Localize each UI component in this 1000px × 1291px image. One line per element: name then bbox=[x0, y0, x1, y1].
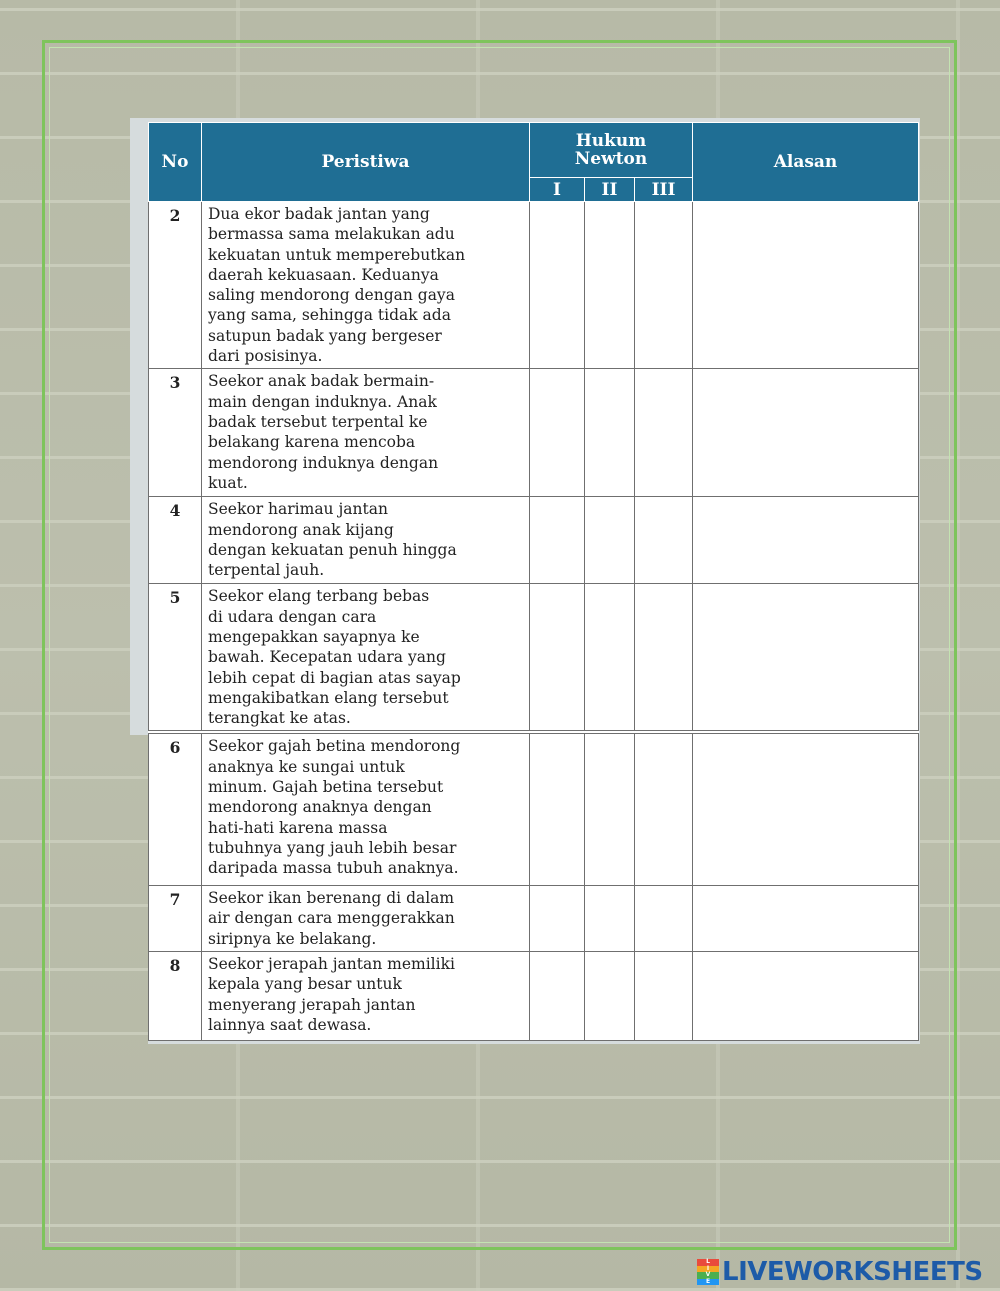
header-reason: Alasan bbox=[693, 123, 919, 202]
answer-cell-reason[interactable] bbox=[693, 497, 919, 584]
event-line: main dengan induknya. Anak bbox=[208, 392, 437, 411]
event-line: tubuhnya yang jauh lebih besar bbox=[208, 838, 457, 857]
event-line: kepala yang besar untuk bbox=[208, 975, 402, 994]
header-event: Peristiwa bbox=[202, 123, 530, 202]
table-row bbox=[149, 951, 919, 1040]
event-line: satupun badak yang bergeser bbox=[208, 326, 442, 345]
header-newton-law bbox=[530, 123, 693, 178]
event-line: Seekor jerapah jantan memiliki bbox=[208, 954, 455, 973]
answer-cell-law-3[interactable] bbox=[635, 497, 693, 584]
event-line: mengakibatkan elang tersebut bbox=[208, 688, 449, 707]
event-line: minum. Gajah betina tersebut bbox=[208, 778, 444, 797]
row-number: 4 bbox=[149, 497, 202, 584]
answer-cell-reason[interactable] bbox=[693, 202, 919, 369]
logo-text: LIVEWORKSHEETS bbox=[722, 1257, 983, 1287]
answer-cell-reason[interactable] bbox=[693, 885, 919, 951]
logo-mark-icon: L I V E bbox=[697, 1259, 719, 1285]
table-body bbox=[149, 202, 919, 1041]
answer-cell-law-1[interactable] bbox=[530, 732, 585, 885]
event-line: di udara dengan cara bbox=[208, 607, 377, 626]
event-line: dari posisinya. bbox=[208, 347, 323, 366]
table-row bbox=[149, 885, 919, 951]
event-line: yang sama, sehingga tidak ada bbox=[208, 306, 451, 325]
header-law-1: I bbox=[530, 178, 585, 202]
answer-cell-law-2[interactable] bbox=[585, 584, 635, 733]
event-line: Seekor elang terbang bebas bbox=[208, 587, 430, 606]
header-law-line1: Hukum bbox=[575, 131, 647, 151]
answer-cell-reason[interactable] bbox=[693, 951, 919, 1040]
answer-cell-law-1[interactable] bbox=[530, 497, 585, 584]
table-row bbox=[149, 202, 919, 369]
event-line: daerah kekuasaan. Keduanya bbox=[208, 265, 439, 284]
newton-law-table bbox=[148, 122, 919, 1041]
liveworksheets-logo bbox=[697, 1258, 983, 1286]
answer-cell-reason[interactable] bbox=[693, 584, 919, 733]
event-line: Seekor gajah betina mendorong bbox=[208, 737, 461, 756]
event-line: belakang karena mencoba bbox=[208, 433, 416, 452]
answer-cell-reason[interactable] bbox=[693, 369, 919, 497]
header-law-3: III bbox=[635, 178, 693, 202]
event-line: mendorong anaknya dengan bbox=[208, 798, 432, 817]
row-number: 7 bbox=[149, 885, 202, 951]
answer-cell-law-3[interactable] bbox=[635, 885, 693, 951]
answer-cell-law-1[interactable] bbox=[530, 885, 585, 951]
event-description bbox=[202, 732, 530, 885]
event-line: mengepakkan sayapnya ke bbox=[208, 627, 420, 646]
event-line: bawah. Kecepatan udara yang bbox=[208, 648, 446, 667]
event-line: Seekor harimau jantan bbox=[208, 500, 388, 519]
answer-cell-reason[interactable] bbox=[693, 732, 919, 885]
event-line: saling mendorong dengan gaya bbox=[208, 286, 455, 305]
table-row bbox=[149, 732, 919, 885]
event-line: terangkat ke atas. bbox=[208, 709, 351, 728]
row-number: 8 bbox=[149, 951, 202, 1040]
answer-cell-law-2[interactable] bbox=[585, 202, 635, 369]
row-number: 5 bbox=[149, 584, 202, 733]
event-line: kuat. bbox=[208, 473, 248, 492]
event-description bbox=[202, 497, 530, 584]
answer-cell-law-1[interactable] bbox=[530, 202, 585, 369]
answer-cell-law-3[interactable] bbox=[635, 732, 693, 885]
table-row bbox=[149, 584, 919, 733]
event-line: siripnya ke belakang. bbox=[208, 929, 377, 948]
answer-cell-law-2[interactable] bbox=[585, 951, 635, 1040]
table-row bbox=[149, 497, 919, 584]
event-description bbox=[202, 202, 530, 369]
header-law-2: II bbox=[585, 178, 635, 202]
event-line: badak tersebut terpental ke bbox=[208, 412, 428, 431]
event-line: Dua ekor badak jantan yang bbox=[208, 205, 430, 223]
event-line: terpental jauh. bbox=[208, 561, 325, 580]
event-description bbox=[202, 951, 530, 1040]
event-line: daripada massa tubuh anaknya. bbox=[208, 859, 459, 878]
event-line: Seekor ikan berenang di dalam bbox=[208, 888, 455, 907]
answer-cell-law-2[interactable] bbox=[585, 732, 635, 885]
event-description bbox=[202, 885, 530, 951]
answer-cell-law-1[interactable] bbox=[530, 369, 585, 497]
answer-cell-law-2[interactable] bbox=[585, 885, 635, 951]
row-number: 6 bbox=[149, 732, 202, 885]
answer-cell-law-1[interactable] bbox=[530, 951, 585, 1040]
answer-cell-law-2[interactable] bbox=[585, 369, 635, 497]
event-line: bermassa sama melakukan adu bbox=[208, 225, 455, 244]
event-line: anaknya ke sungai untuk bbox=[208, 757, 405, 776]
event-line: lainnya saat dewasa. bbox=[208, 1015, 372, 1034]
table-row bbox=[149, 369, 919, 497]
row-number: 3 bbox=[149, 369, 202, 497]
header-law-line2: Newton bbox=[574, 149, 648, 169]
event-line: lebih cepat di bagian atas sayap bbox=[208, 668, 461, 687]
event-line: mendorong anak kijang bbox=[208, 520, 394, 539]
header-no: No bbox=[149, 123, 202, 202]
event-description bbox=[202, 369, 530, 497]
event-line: air dengan cara menggerakkan bbox=[208, 909, 455, 928]
answer-cell-law-2[interactable] bbox=[585, 497, 635, 584]
row-number: 2 bbox=[149, 202, 202, 369]
event-description bbox=[202, 584, 530, 733]
answer-cell-law-3[interactable] bbox=[635, 369, 693, 497]
answer-cell-law-3[interactable] bbox=[635, 584, 693, 733]
event-line: kekuatan untuk memperebutkan bbox=[208, 245, 466, 264]
answer-cell-law-3[interactable] bbox=[635, 202, 693, 369]
event-line: mendorong induknya dengan bbox=[208, 453, 439, 472]
event-line: Seekor anak badak bermain- bbox=[208, 372, 435, 391]
answer-cell-law-3[interactable] bbox=[635, 951, 693, 1040]
event-line: menyerang jerapah jantan bbox=[208, 995, 416, 1014]
event-line: dengan kekuatan penuh hingga bbox=[208, 540, 457, 559]
answer-cell-law-1[interactable] bbox=[530, 584, 585, 733]
event-line: hati-hati karena massa bbox=[208, 818, 388, 837]
